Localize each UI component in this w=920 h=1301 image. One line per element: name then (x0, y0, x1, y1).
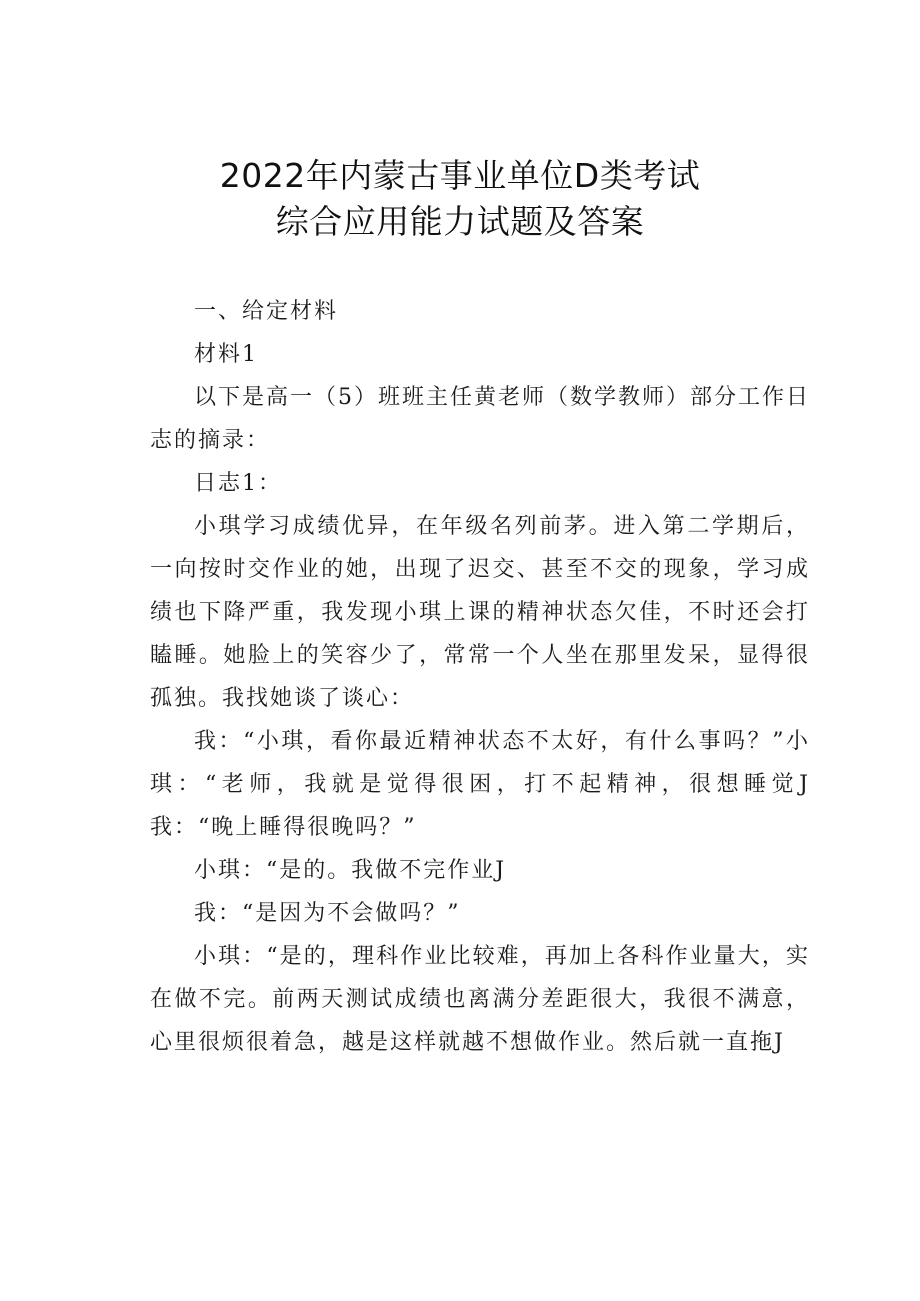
dialogue-paragraph: 我：“是因为不会做吗？” (194, 901, 461, 926)
log-label: 日志1： (194, 471, 282, 496)
paragraph: 以下是高一（5）班班主任黄老师（数学教师）部分工作日志的摘录： (150, 385, 810, 453)
dialogue-paragraph: 小琪：“是的，理科作业比较难，再加上各科作业量大，实在做不完。前两天测试成绩也离满分差距很大，我很不满意，心里很烦很着急，越是这样就越不想做作业。然后就一直拖J (150, 944, 810, 1055)
section-heading: 一、给定材料 (194, 299, 339, 324)
title-line-1: 2022年内蒙古事业单位D类考试 (219, 156, 701, 195)
document-body (150, 290, 810, 1064)
dialogue-paragraph: 我：“小琪，看你最近精神状态不太好，有什么事吗？”小琪：“老师，我就是觉得很困，打不起精神，很想睡觉J我：“晚上睡得很晚吗？” (150, 729, 810, 840)
paragraph: 小琪学习成绩优异，在年级名列前茅。进入第二学期后，一向按时交作业的她，出现了迟交、甚至不交的现象，学习成绩也下降严重，我发现小琪上课的精神状态欠佳，不时还会打瞌睡。她脸上的笑容少了，常常一个人坐在那里发呆，显得很孤独。我找她谈了谈心： (150, 514, 810, 711)
dialogue-paragraph: 小琪：“是的。我做不完作业J (194, 858, 507, 883)
title-line-2: 综合应用能力试题及答案 (275, 202, 645, 241)
material-label: 材料1 (194, 342, 258, 367)
document-title (0, 153, 920, 245)
